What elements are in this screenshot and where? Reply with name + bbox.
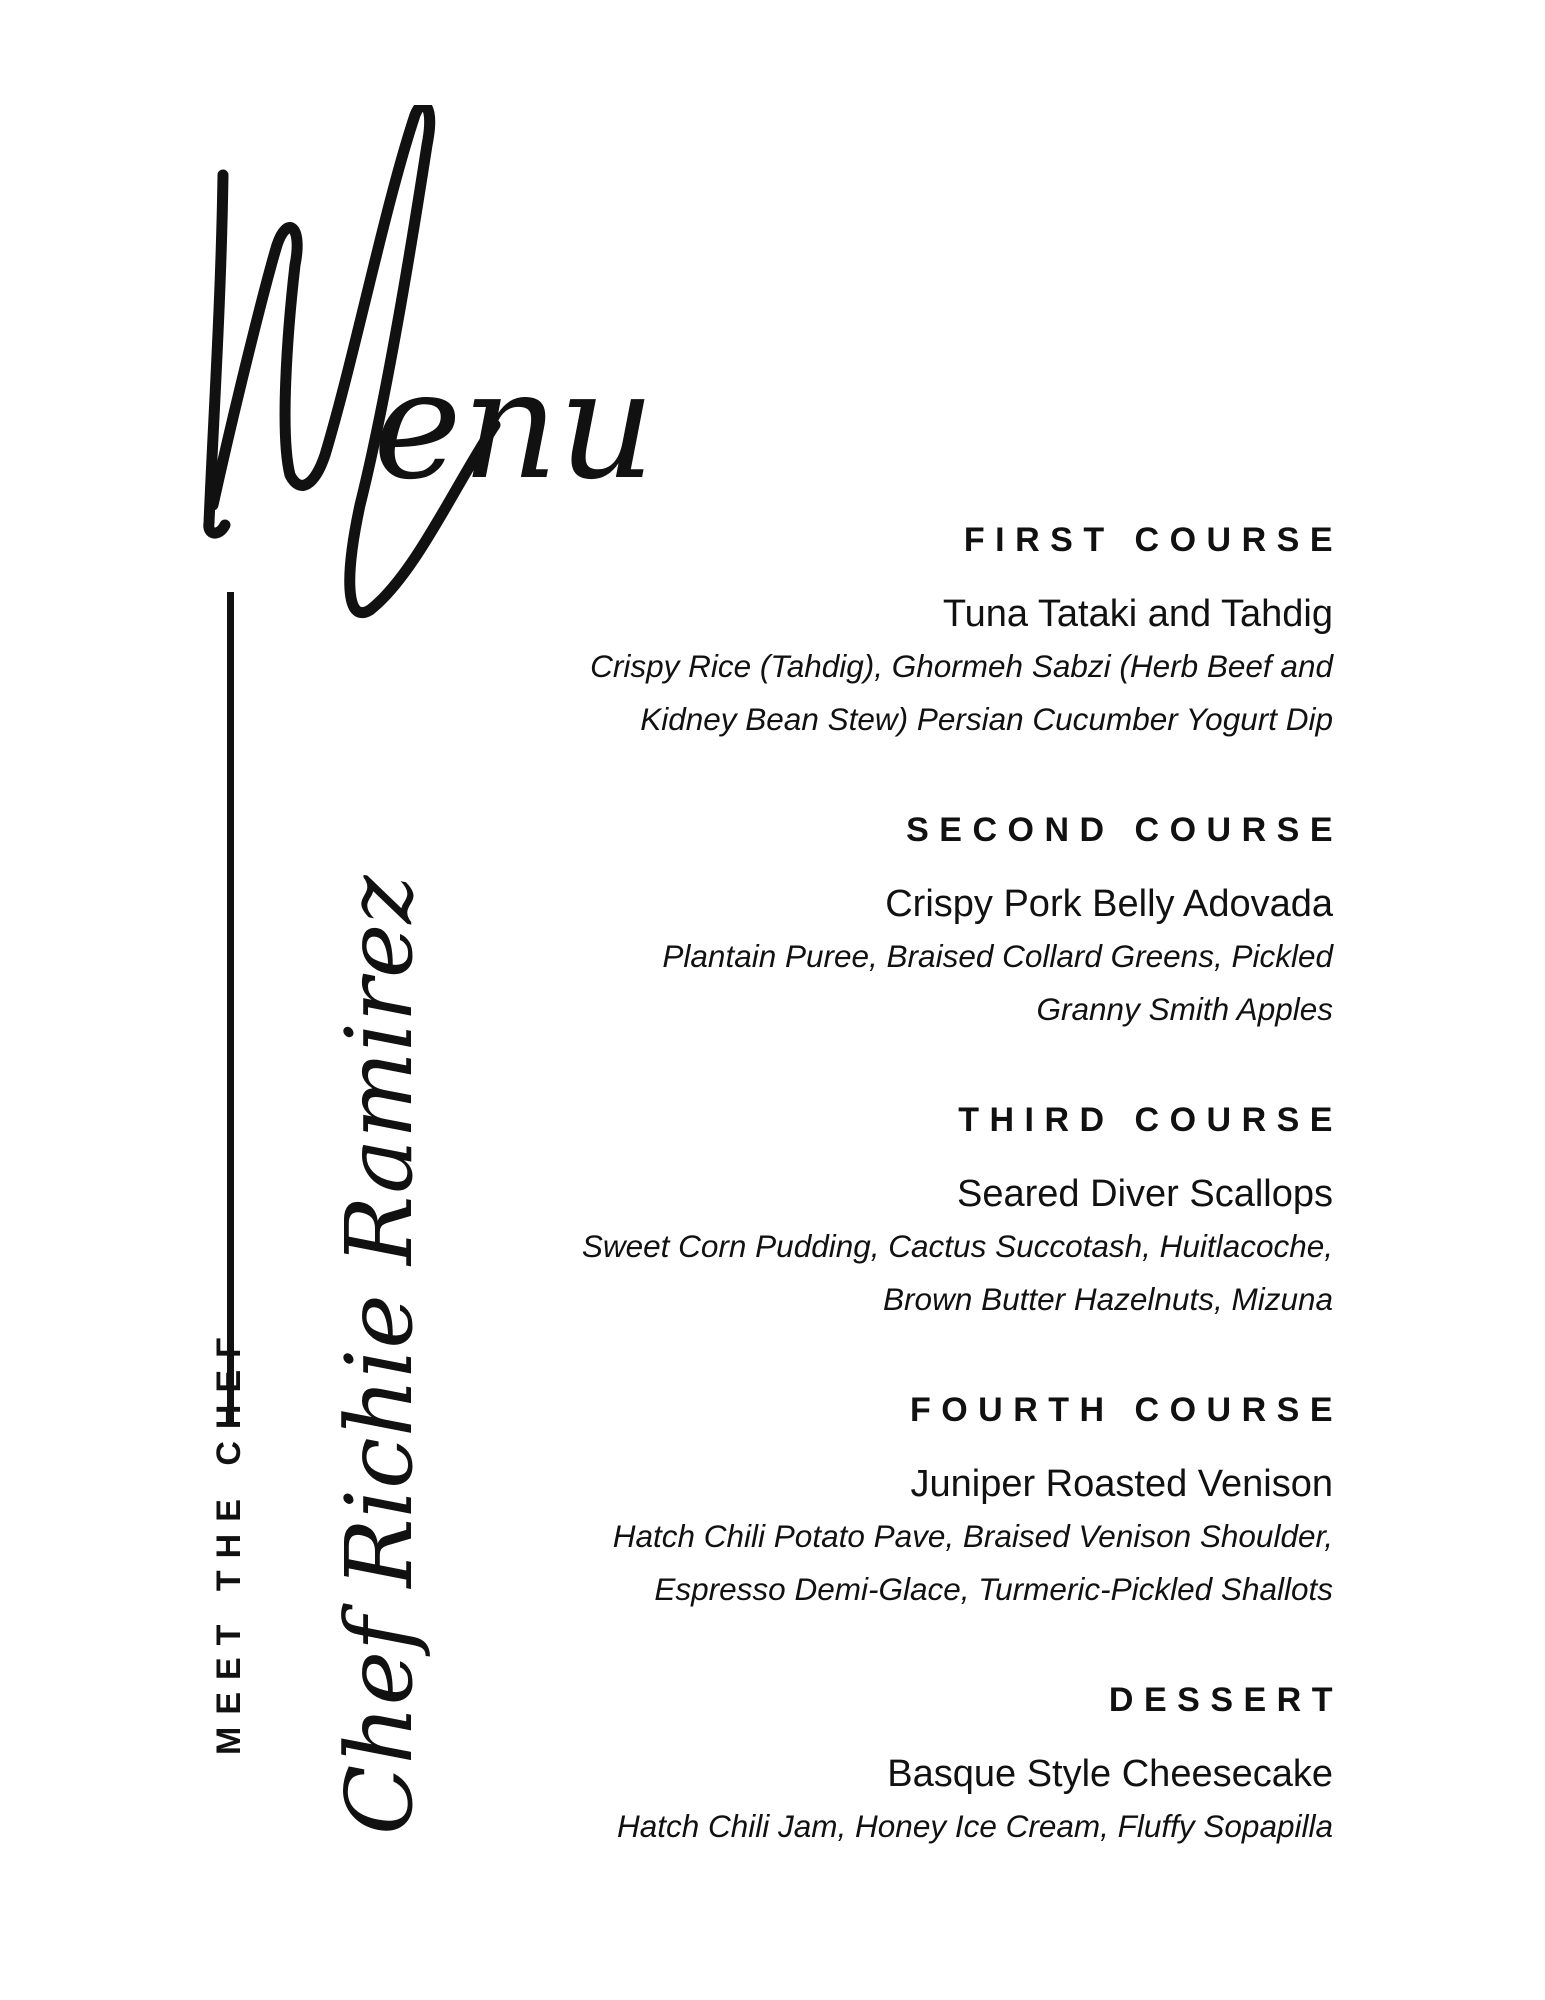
dish-name: Juniper Roasted Venison <box>910 1463 1333 1505</box>
chef-signature: Chef Richie Ramirez <box>326 875 433 1835</box>
dish-description-line: Kidney Bean Stew) Persian Cucumber Yogurt Dip <box>640 701 1333 737</box>
course-heading: FOURTH COURSE <box>909 1391 1343 1429</box>
dish-description-line: Hatch Chili Potato Pave, Braised Venison Shoulder, <box>612 1518 1333 1554</box>
dish-name: Tuna Tataki and Tahdig <box>942 593 1333 635</box>
dish-name: Crispy Pork Belly Adovada <box>885 883 1333 925</box>
menu-title-text: enu <box>373 339 655 513</box>
dish-description-line: Espresso Demi-Glace, Turmeric-Pickled Shallots <box>654 1571 1333 1607</box>
course-heading: SECOND COURSE <box>906 811 1343 849</box>
vertical-divider <box>227 592 234 1422</box>
dish-name: Basque Style Cheesecake <box>887 1753 1333 1795</box>
courses-list <box>433 512 1343 1853</box>
course-heading: DESSERT <box>1108 1681 1343 1719</box>
dish-description-line: Brown Butter Hazelnuts, Mizuna <box>883 1281 1333 1317</box>
dish-description-line: Crispy Rice (Tahdig), Ghormeh Sabzi (Herb Beef and <box>590 648 1333 684</box>
course-second <box>433 802 1343 1036</box>
dish-description-line: Sweet Corn Pudding, Cactus Succotash, Huitlacoche, <box>581 1228 1333 1264</box>
course-heading: THIRD COURSE <box>958 1101 1343 1139</box>
dish-description-line: Plantain Puree, Braised Collard Greens, Pickled <box>662 938 1333 974</box>
course-third <box>433 1092 1343 1326</box>
dish-name: Seared Diver Scallops <box>957 1173 1333 1215</box>
dish-description-line: Granny Smith Apples <box>1036 991 1333 1027</box>
course-heading: FIRST COURSE <box>963 521 1343 559</box>
dish-description-line: Hatch Chili Jam, Honey Ice Cream, Fluffy Sopapilla <box>616 1808 1333 1844</box>
meet-the-chef-label: MEET THE CHEF <box>210 1325 248 1755</box>
course-fourth <box>433 1382 1343 1616</box>
course-first <box>433 512 1343 746</box>
course-dessert <box>433 1672 1343 1853</box>
